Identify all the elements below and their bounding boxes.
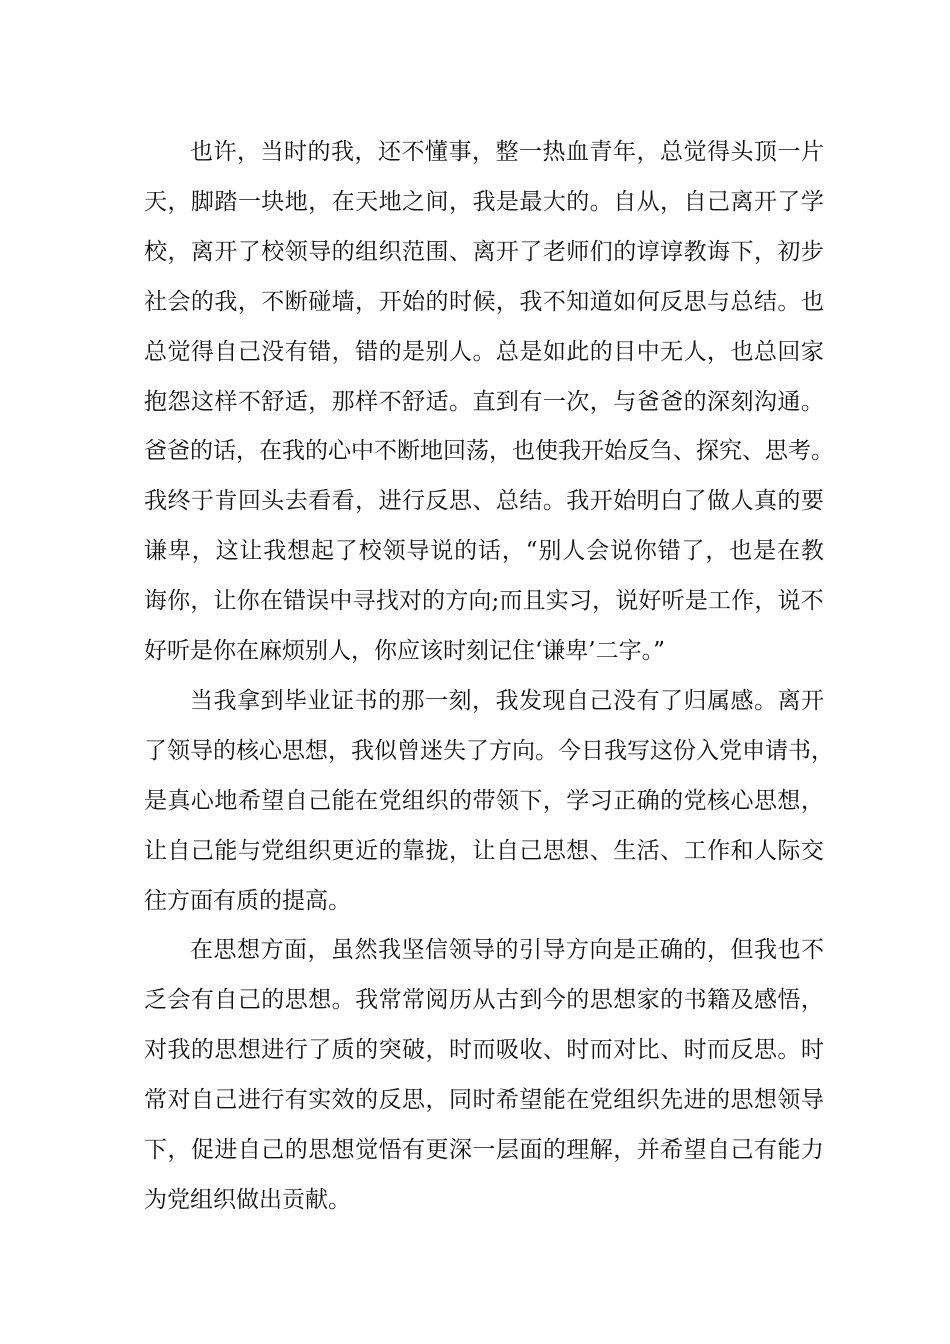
paragraph-line: 我终于肯回头去看看，进行反思、总结。我开始明白了做人真的要 bbox=[144, 488, 825, 515]
paragraph-line: 总觉得自己没有错，错的是别人。总是如此的目中无人，也总回家 bbox=[144, 338, 825, 365]
paragraph-line: 好听是你在麻烦别人，你应该时刻记住‘谦卑’二字。” bbox=[144, 638, 665, 664]
paragraph-line: 让自己能与党组织更近的靠拢，让自己思想、生活、工作和人际交 bbox=[144, 837, 825, 864]
paragraph-line: 了领导的核心思想，我似曾迷失了方向。今日我写这份入党申请书， bbox=[144, 737, 834, 764]
paragraph-line: 爸爸的话，在我的心中不断地回荡，也使我开始反刍、探究、思考。 bbox=[144, 438, 834, 465]
paragraph-first-line: 在思想方面，虽然我坚信领导的引导方向是正确的，但我也不 bbox=[190, 937, 825, 964]
paragraph-line: 乏会有自己的思想。我常常阅历从古到今的思想家的书籍及感悟， bbox=[144, 987, 825, 1014]
paragraph-first-line: 也许，当时的我，还不懂事，整一热血青年，总觉得头顶一片 bbox=[190, 139, 825, 165]
paragraph-line: 常对自己进行有实效的反思，同时希望能在党组织先进的思想领导 bbox=[144, 1087, 825, 1114]
paragraph-line: 谦卑，这让我想起了校领导说的话，“别人会说你错了，也是在教 bbox=[144, 538, 825, 565]
paragraph-first-line: 当我拿到毕业证书的那一刻，我发现自己没有了归属感。离开 bbox=[190, 687, 825, 714]
paragraph-line: 校，离开了校领导的组织范围、离开了老师们的谆谆教诲下，初步 bbox=[144, 238, 825, 265]
paragraph-line: 往方面有质的提高。 bbox=[144, 887, 351, 914]
paragraph-line: 天，脚踏一块地，在天地之间，我是最大的。自从，自己离开了学 bbox=[144, 188, 825, 215]
paragraph-line: 是真心地希望自己能在党组织的带领下，学习正确的党核心思想， bbox=[144, 787, 825, 814]
paragraph-line: 下，促进自己的思想觉悟有更深一层面的理解，并希望自己有能力 bbox=[144, 1137, 825, 1163]
paragraph-line: 对我的思想进行了质的突破，时而吸收、时而对比、时而反思。时 bbox=[144, 1037, 825, 1064]
paragraph-line: 诲你，让你在错误中寻找对的方向;而且实习，说好听是工作，说不 bbox=[144, 588, 824, 615]
paragraph-line: 社会的我，不断碰墙，开始的时候，我不知道如何反思与总结。也 bbox=[144, 288, 825, 315]
paragraph-line: 抱怨这样不舒适，那样不舒适。直到有一次，与爸爸的深刻沟通。 bbox=[144, 388, 825, 415]
paragraph-line: 为党组织做出贡献。 bbox=[144, 1186, 351, 1213]
